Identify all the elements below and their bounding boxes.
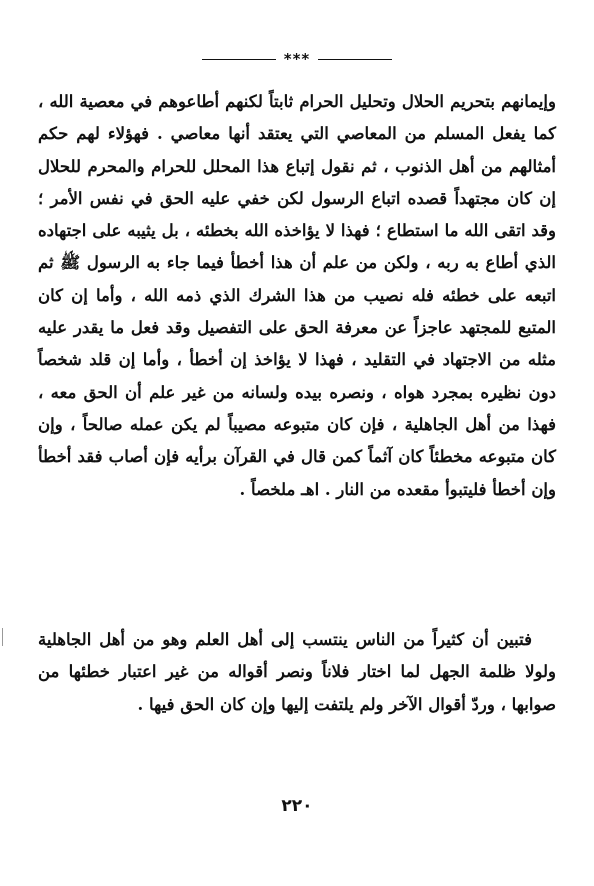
separator-line-left bbox=[202, 59, 276, 60]
paragraph-1 bbox=[38, 86, 556, 506]
page-number: ٢٢٠ bbox=[281, 796, 313, 816]
separator-stars: *** bbox=[283, 50, 311, 68]
separator-line-right bbox=[318, 59, 392, 60]
scan-edge-mark bbox=[2, 628, 3, 646]
paragraph-1-text: وإيمانهم بتحريم الحلال وتحليل الحرام ثابتاً لكنهم أطاعوهم في معصية الله ، كما يفعل المسلم من المعاصي التي يعتقد أنها معاصي . فهؤلاء لهم حكم أمثالهم من أهل الذنوب ، ثم نقول إتباع هذا المحلل للحرام والمحرم للحلال إن كان مجتهداً قصده اتباع الرسول لكن خفي عليه الحق في نفس الأمر ؛ وقد اتقى الله ما استطاع ؛ فهذا لا يؤاخذه الله بخطئه ، بل يثيبه على اجتهاده الذي أطاع به ربه ، ولكن من علم أن هذا أخطأ فيما جاء به الرسول ﷺ ثم اتبعه على خطئه فله نصيب من هذا الشرك الذي ذمه الله ، وأما إن كان المتبع للمجتهد عاجزاً عن معرفة الحق على التفصيل وقد فعل ما يقدر عليه مثله من الاجتهاد في التقليد ، فهذا لا يؤاخذ إن أخطأ ، وأما إن قلد شخصاً دون نظيره بمجرد هواه ، ونصره بيده ولسانه من غير علم أن الحق معه ، فهذا من أهل الجاهلية ، فإن كان متبوعه مصيباً لم يكن عمله صالحاً ، وإن كان متبوعه مخطئاً كان آثماً كمن قال في القرآن برأيه فإن أصاب فقد أخطأ وإن أخطأ فليتبوأ مقعده من النار . اهـ ملخصاً . bbox=[38, 92, 556, 499]
paragraph-2 bbox=[38, 624, 556, 721]
paragraph-2-text: فتبين أن كثيراً من الناس ينتسب إلى أهل العلم وهو من أهل الجاهلية ولولا ظلمة الجهل لما اختار فلاناً ونصر أقواله من غير اعتبار خطئها من صوابها ، وردّ أقوال الآخر ولم يلتفت إليها وإن كان الحق فيها . bbox=[38, 630, 556, 714]
section-separator bbox=[0, 52, 594, 67]
